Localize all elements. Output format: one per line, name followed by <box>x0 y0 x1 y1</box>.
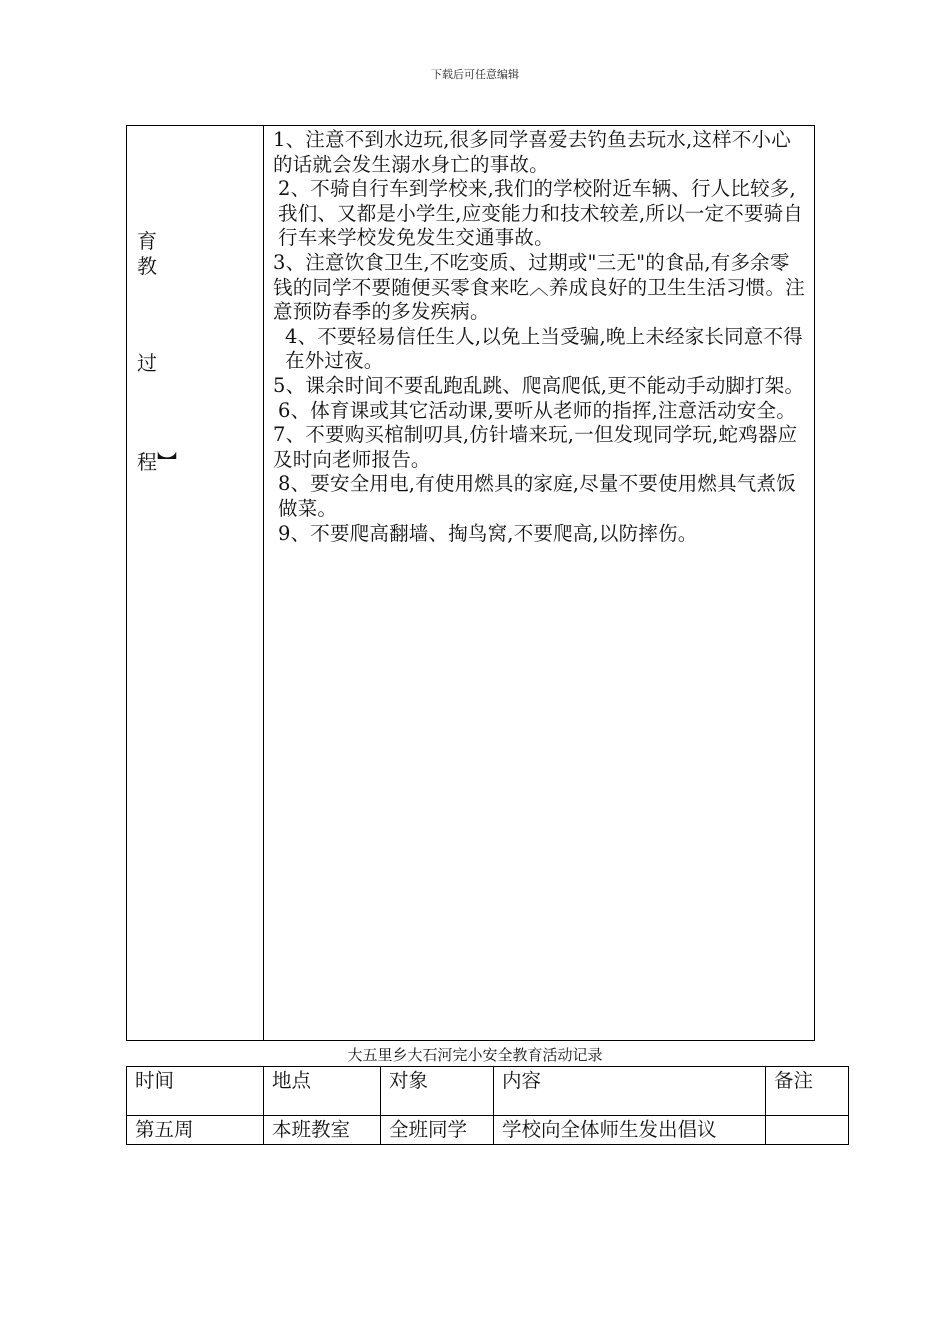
list-item: 7、不要购买棺制叨具,仿针墙来玩,一但发现同学玩,蛇鸡器应及时向老师报告。 <box>273 423 798 471</box>
header-note: 下载后可任意编辑 <box>431 68 519 81</box>
process-content <box>264 126 814 1040</box>
list-item: 8、要安全用电,有使用燃具的家庭,尽量不要使用燃具气煮饭做菜。 <box>278 472 796 520</box>
header-cell-place: 地点 <box>264 1067 381 1116</box>
process-label-column <box>127 126 264 1040</box>
list-item: 9、不要爬高翻墙、掏鸟窝,不要爬高,以防摔伤。 <box>278 521 698 545</box>
label-char: 程︼ <box>137 450 177 474</box>
list-item: 2、不骑自行车到学校来,我们的学校附近车辆、行人比较多,我们、又都是小学生,应变能力和技术较差,所以一定不要骑自行车来学校发免发生交通事故。 <box>278 177 803 250</box>
header-cell-time: 时间 <box>127 1067 264 1116</box>
table-cell: 全班同学 <box>381 1116 494 1145</box>
table-cell: 学校向全体师生发出倡议 <box>494 1116 766 1145</box>
table-cell <box>766 1116 849 1145</box>
list-item: 1、注意不到水边玩,很多同学喜爱去钓鱼去玩水,这样不小心的话就会发生溺水身亡的事故。 <box>273 128 791 176</box>
label-char: 育 <box>137 229 157 253</box>
table-cell: 第五周 <box>127 1116 264 1145</box>
process-table <box>126 125 815 1041</box>
label-char: 过 <box>137 351 157 375</box>
list-item: 4、不要轻易信任生人,以免上当受骗,晚上未经家长同意不得在外过夜。 <box>285 324 803 373</box>
list-item: 6、体育课或其它活动课,要听从老师的指挥,注意活动安全。 <box>278 398 796 422</box>
record-table <box>126 1066 849 1145</box>
record-title: 大五里乡大石河完小安全教育活动记录 <box>347 1046 603 1064</box>
table-row <box>127 1116 849 1145</box>
table-header-row <box>127 1067 849 1116</box>
list-item: 5、课余时间不要乱跑乱跳、爬高爬低,更不能动手动脚打架。 <box>273 373 805 397</box>
header-cell-notes: 备注 <box>766 1067 849 1116</box>
table-cell: 本班教室 <box>264 1116 381 1145</box>
header-cell-content: 内容 <box>494 1067 766 1116</box>
list-item: 3、注意饮食卫生,不吃变质、过期或"三无"的食品,有多余零钱的同学不要随便买零食来吃︿养成良好的卫生生活习惯。注意预防春季的多发疾病。 <box>273 250 805 324</box>
header-cell-target: 对象 <box>381 1067 494 1116</box>
label-char: 教 <box>137 254 157 278</box>
